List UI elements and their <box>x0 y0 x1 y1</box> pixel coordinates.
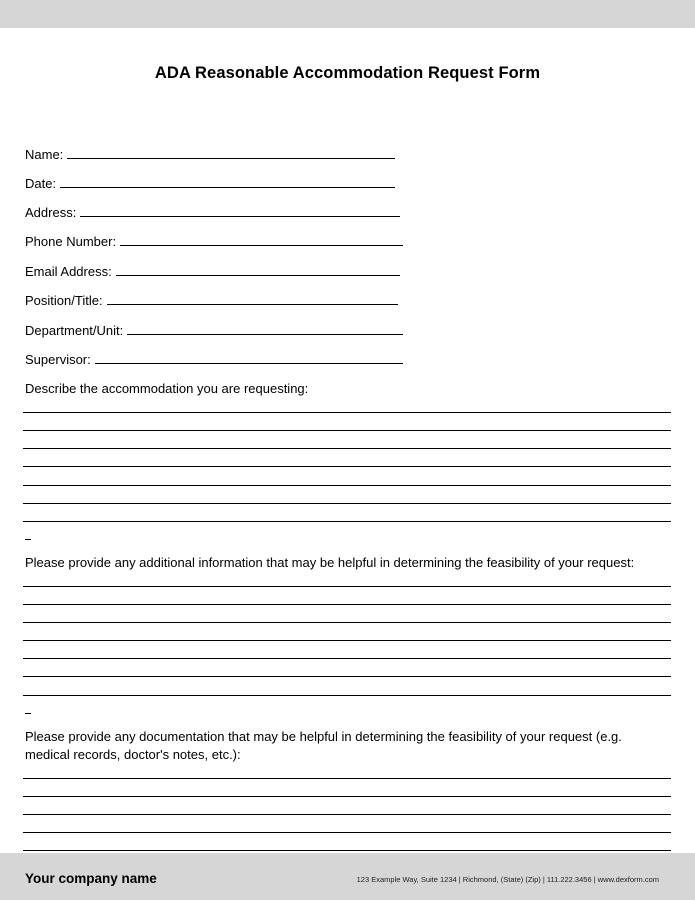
department-unit-field <box>25 322 403 339</box>
date-field <box>25 175 395 192</box>
position-title-input-line[interactable] <box>107 292 398 305</box>
accommodation-answer-line[interactable] <box>23 503 671 504</box>
additional-info-answer-line[interactable] <box>23 695 671 696</box>
page-title: ADA Reasonable Accommodation Request Form <box>154 64 541 82</box>
accommodation-answer-line[interactable] <box>23 412 671 413</box>
name-input-line[interactable] <box>67 146 395 159</box>
email-address-input-line[interactable] <box>116 263 400 276</box>
name-label: Name: <box>25 147 64 162</box>
additional-info-question: Please provide any additional information that may be helpful in determining the feasibility of your request: <box>25 555 635 570</box>
phone-number-field <box>25 233 403 250</box>
documentation-question: Please provide any documentation that may be helpful in determining the feasibility of your request (e.g. medical records, doctor's notes, etc.): <box>25 729 622 762</box>
accommodation-answer-dash <box>25 539 31 540</box>
accommodation-answer-line[interactable] <box>23 448 671 449</box>
supervisor-label: Supervisor: <box>25 352 91 367</box>
footer-band <box>0 853 695 900</box>
additional-info-answer-line[interactable] <box>23 640 671 641</box>
additional-info-answer-line[interactable] <box>23 676 671 677</box>
accommodation-question: Describe the accommodation you are requesting: <box>25 381 309 396</box>
additional-info-answer-line[interactable] <box>23 586 671 587</box>
address-label: Address: <box>25 205 77 220</box>
department-unit-input-line[interactable] <box>127 322 403 335</box>
supervisor-field <box>25 351 403 368</box>
company-name: Your company name <box>25 871 157 886</box>
address-input-line[interactable] <box>80 204 400 217</box>
email-address-label: Email Address: <box>25 264 112 279</box>
department-unit-label: Department/Unit: <box>25 323 124 338</box>
documentation-answer-line[interactable] <box>23 814 671 815</box>
accommodation-answer-line[interactable] <box>23 430 671 431</box>
top-band <box>0 0 695 28</box>
documentation-answer-line[interactable] <box>23 850 671 851</box>
accommodation-answer-line[interactable] <box>23 521 671 522</box>
documentation-answer-line[interactable] <box>23 778 671 779</box>
accommodation-answer-line[interactable] <box>23 485 671 486</box>
date-label: Date: <box>25 176 57 191</box>
additional-info-answer-dash <box>25 713 31 714</box>
additional-info-answer-line[interactable] <box>23 622 671 623</box>
additional-info-answer-line[interactable] <box>23 658 671 659</box>
phone-number-label: Phone Number: <box>25 234 117 249</box>
address-field <box>25 204 400 221</box>
accommodation-answer-line[interactable] <box>23 466 671 467</box>
documentation-answer-line[interactable] <box>23 832 671 833</box>
email-address-field <box>25 263 400 280</box>
position-title-field <box>25 292 398 309</box>
additional-info-answer-line[interactable] <box>23 604 671 605</box>
phone-number-input-line[interactable] <box>120 233 403 246</box>
footer-address: 123 Example Way, Suite 1234 | Richmond, (State) (Zip) | 111.222.3456 | www.dexform.com <box>356 875 659 884</box>
position-title-label: Position/Title: <box>25 293 103 308</box>
date-input-line[interactable] <box>60 175 395 188</box>
documentation-answer-line[interactable] <box>23 796 671 797</box>
supervisor-input-line[interactable] <box>95 351 403 364</box>
name-field <box>25 146 395 163</box>
